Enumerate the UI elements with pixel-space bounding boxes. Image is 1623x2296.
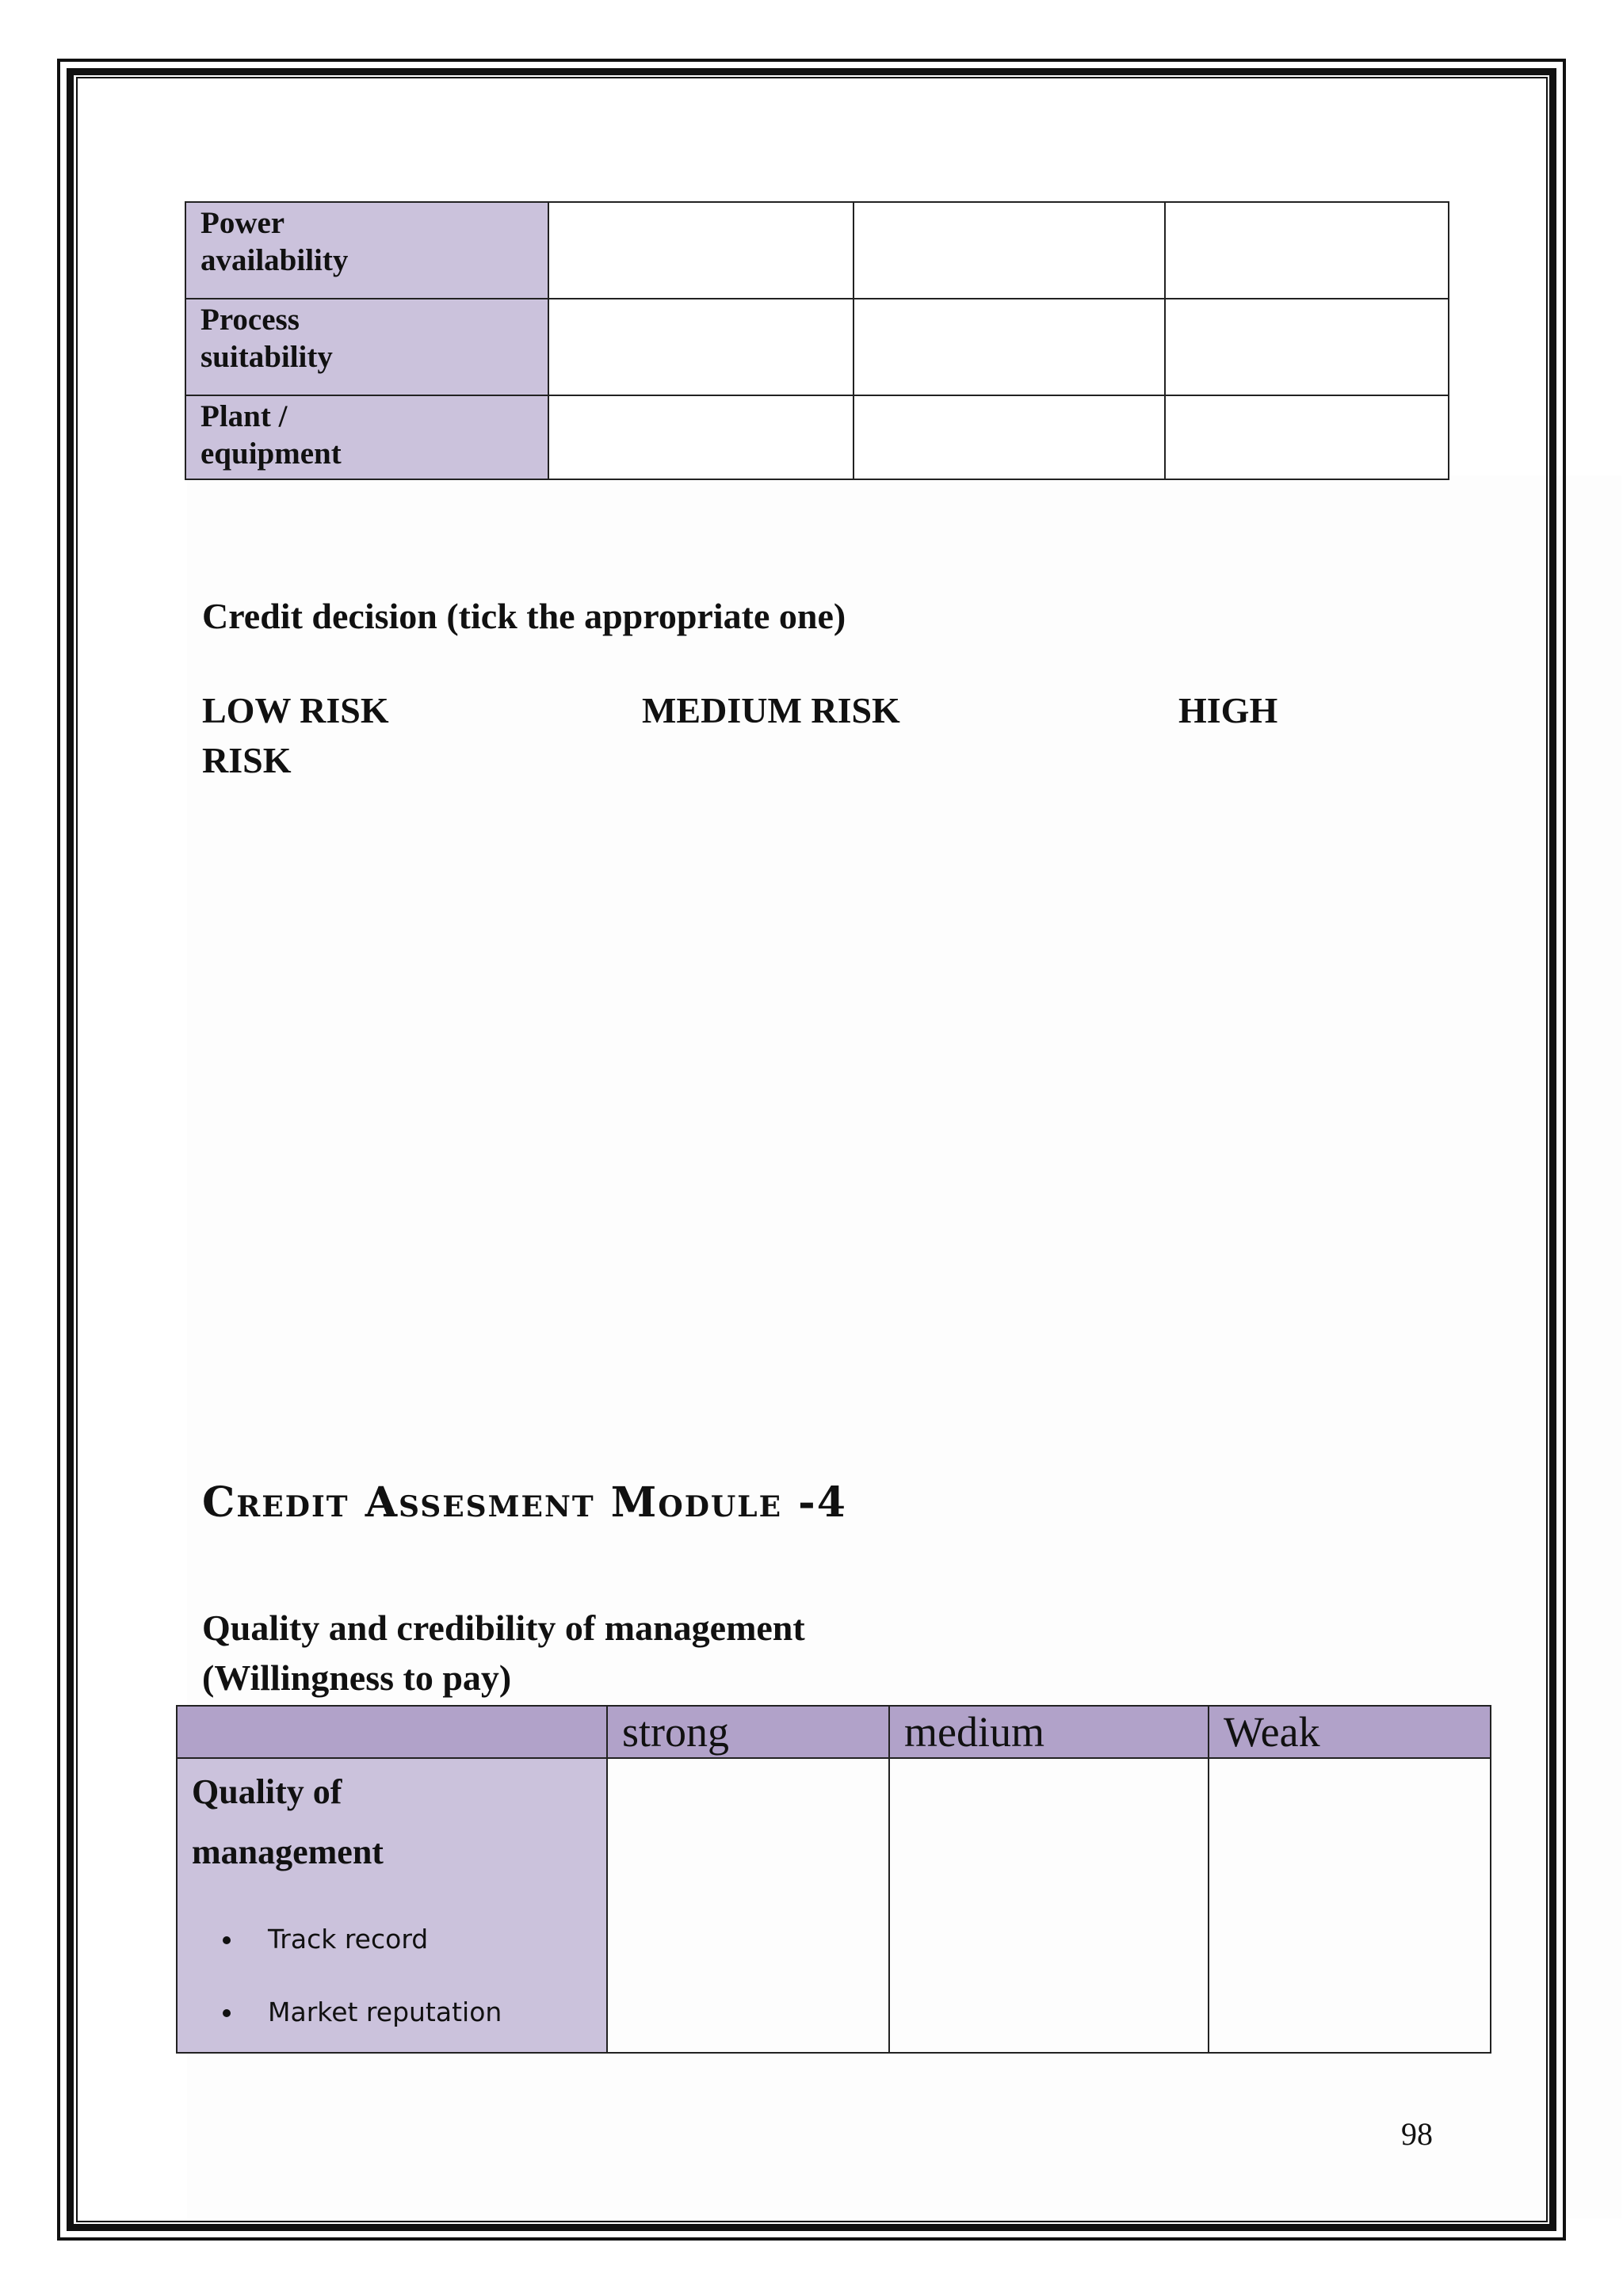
table-row	[185, 395, 1449, 479]
table-cell	[889, 1758, 1209, 2053]
section-heading: Quality and credibility of management	[202, 1608, 805, 1648]
table-cell	[1165, 202, 1449, 299]
table-cell	[607, 1758, 889, 2053]
management-quality-table	[176, 1705, 1491, 2054]
risk-option-medium: MEDIUM RISK	[642, 690, 900, 730]
row-label: Plant / equipment	[185, 395, 548, 479]
row-label	[177, 1758, 607, 2053]
header-cell-strong: strong	[607, 1706, 889, 1758]
row-label-text: Quality of management	[192, 1772, 384, 1871]
table-cell	[548, 299, 854, 395]
table-row	[177, 1758, 1491, 2053]
table-row	[185, 299, 1449, 395]
header-cell-weak: Weak	[1209, 1706, 1491, 1758]
risk-option-high: HIGH	[1178, 690, 1278, 730]
page-number: 98	[1401, 2116, 1433, 2152]
risk-option-high-continued: RISK	[202, 740, 292, 780]
table-cell	[854, 395, 1165, 479]
header-cell-medium: medium	[889, 1706, 1209, 1758]
bullet-list	[192, 1903, 592, 2049]
table-cell	[854, 202, 1165, 299]
header-cell-empty	[177, 1706, 607, 1758]
assessment-table-continued	[185, 201, 1449, 480]
row-label: Power availability	[185, 202, 548, 299]
table-cell	[548, 202, 854, 299]
table-cell	[854, 299, 1165, 395]
table-cell	[1165, 395, 1449, 479]
credit-decision-heading: Credit decision (tick the appropriate one)	[202, 596, 846, 636]
list-item: • Track record	[244, 1903, 592, 1976]
section-subheading: (Willingness to pay)	[202, 1657, 512, 1698]
list-item: • Market reputation	[244, 1976, 592, 2049]
table-cell	[548, 395, 854, 479]
risk-option-low: LOW RISK	[202, 690, 389, 730]
row-label: Process suitability	[185, 299, 548, 395]
module-title: Credit Assesment Module -4	[202, 1478, 847, 1527]
table-header-row	[177, 1706, 1491, 1758]
table-cell	[1209, 1758, 1491, 2053]
table-cell	[1165, 299, 1449, 395]
table-row	[185, 202, 1449, 299]
